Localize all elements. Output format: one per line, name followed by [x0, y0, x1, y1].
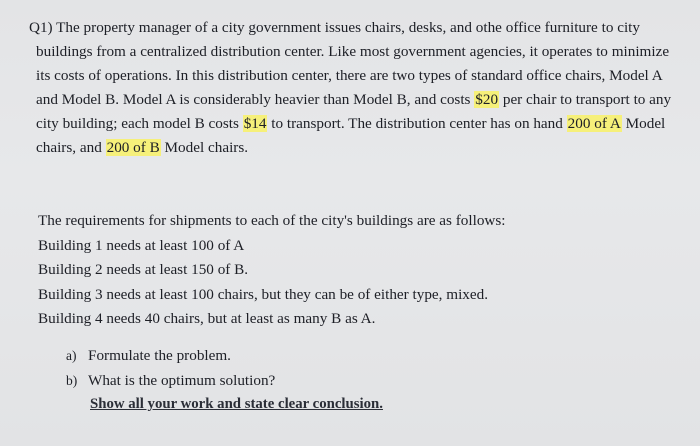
question-line-1: Q1) The property manager of a city government issues chairs, desks, and othe office furniture to city: [29, 19, 640, 36]
highlight-cost-b: $14: [243, 115, 267, 132]
requirement-building-2: Building 2 needs at least 150 of B.: [38, 261, 249, 279]
subquestion-list: [66, 343, 275, 393]
requirement-building-4: Building 4 needs 40 chairs, but at least as many B as A.: [38, 310, 376, 328]
question-line-5: city building; each model B costs $14 to transport. The distribution center has on hand 200 of A Model: [36, 115, 666, 132]
requirement-building-3: Building 3 needs at least 100 chairs, but they can be of either type, mixed.: [38, 285, 489, 303]
requirements-block: [38, 209, 506, 332]
conclusion-instruction: Show all your work and state clear conclusion.: [90, 396, 383, 412]
subquestion-b: b) What is the optimum solution?: [66, 372, 276, 389]
requirement-building-1: Building 1 needs at least 100 of A: [38, 236, 245, 254]
question-line-4: and Model B. Model A is considerably heavier than Model B, and costs $20 per chair to transport to any: [36, 91, 672, 108]
question-line-2: buildings from a centralized distribution center. Like most government agencies, it operates to minimize: [36, 43, 670, 60]
question-paragraph: [29, 16, 692, 160]
highlight-supply-b: 200 of B: [106, 139, 160, 156]
highlight-supply-a: 200 of A: [567, 115, 621, 132]
question-line-6: chairs, and 200 of B Model chairs.: [36, 139, 249, 156]
highlight-cost-a: $20: [475, 91, 499, 108]
requirements-intro: The requirements for shipments to each of the city's buildings are as follows:: [38, 212, 506, 229]
question-line-3: its costs of operations. In this distribution center, there are two types of standard office chairs, Model A: [36, 67, 663, 84]
subquestion-a: a) Formulate the problem.: [66, 347, 231, 364]
